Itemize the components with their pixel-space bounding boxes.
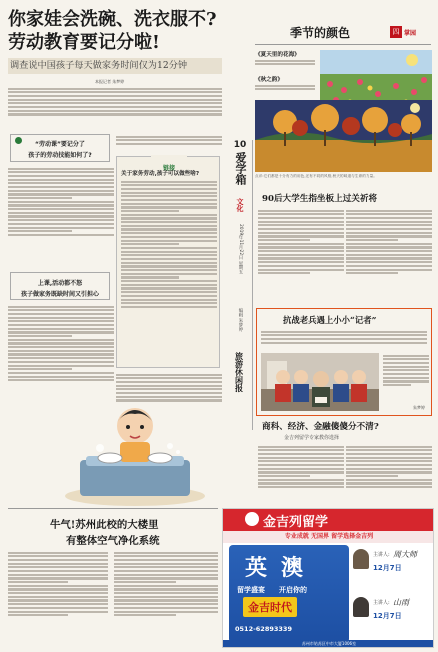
text-line [346,460,432,462]
text-line [114,581,176,583]
text-line [261,334,427,336]
text-line [8,197,72,199]
section1-heading-a: “劳动课”要记分了 [35,141,85,148]
left-column-text-1 [8,166,114,268]
text-line [121,276,179,278]
text-line [114,559,218,561]
reporter-story-headline: 抗战老兵遇上小小“记者” [283,315,377,325]
text-line [8,324,114,326]
text-line [346,471,432,473]
text-line [8,365,114,367]
text-line [8,335,72,337]
text-line [258,228,344,230]
artwork-title-2: 《秋之韵》 [255,77,283,83]
text-line [258,243,344,245]
text-line [258,232,344,234]
text-line [383,380,429,382]
school-story-text-2 [114,550,218,646]
text-line [258,265,344,267]
text-line [8,588,108,590]
vertical-editor: 编辑 朱梦婷 [238,308,243,332]
text-line [258,464,344,466]
text-line [8,190,114,192]
text-line [8,614,68,616]
text-line [8,353,114,355]
text-line [346,246,432,248]
text-line [8,328,114,330]
text-line [255,60,315,62]
text-line [121,258,217,260]
speaker1-name: 周大师 [393,550,417,559]
text-line [258,453,344,455]
text-line [261,338,427,340]
text-line [8,91,222,93]
ad-logo-icon [245,512,259,526]
text-line [258,269,344,271]
artwork-caption-text: 点评:它们都是十分有力的用色,还有不同的风格,秋天的味道与生命的力量。 [255,174,377,178]
section2-heading-a: 上课,活动都不怒 [37,280,83,287]
text-line [258,210,344,212]
text-line [121,184,217,186]
text-line [114,577,218,579]
text-line [121,287,217,289]
text-line [8,563,108,565]
text-line [8,88,222,90]
text-line [114,611,218,613]
text-line [114,592,218,594]
text-line [121,306,217,308]
text-line [8,574,108,576]
business-story-text-2 [346,444,432,508]
text-line [8,171,114,173]
speaker1-avatar [353,549,369,569]
text-line [116,143,222,145]
text-line [121,181,217,183]
text-line [258,486,344,488]
text-line [258,272,310,274]
vertical-page-number: 10 [233,140,247,150]
text-line [121,192,217,194]
text-line [8,592,108,594]
section-name: 掌园 [404,30,417,37]
elderly-story-text-1 [258,208,344,304]
text-line [258,479,344,481]
text-line [346,221,432,223]
section1-heading-b: 孩子的劳动技能如何了? [28,152,92,159]
text-line [121,203,217,205]
text-line [8,110,222,112]
text-line [258,221,344,223]
text-line [116,374,222,376]
business-story-headline: 商科、经济、金融傻傻分不清? [262,422,379,432]
business-story-subheadline: 金吉列留学专家教你选择 [284,435,340,441]
sidebar-text [121,179,217,365]
text-line [258,250,344,252]
text-line [114,603,218,605]
text-line [116,392,222,394]
text-line [116,385,222,387]
main-headline-line2: 劳动教育要记分啦! [8,32,160,53]
text-line [383,369,429,371]
school-story-rule [8,508,218,509]
text-line [8,342,114,344]
text-line [258,217,344,219]
text-line [8,611,108,613]
text-line [346,479,432,481]
text-line [116,377,222,379]
main-intro-text [8,86,222,130]
text-line [383,384,411,386]
ad-country-b: 澳 [281,555,304,581]
text-line [346,265,432,267]
text-line [346,217,432,219]
text-line [258,254,344,256]
reporter-story-photo [261,353,379,411]
text-line [121,243,179,245]
text-line [261,342,427,344]
ad-speaker-2 [353,595,431,639]
column-divider [252,140,253,430]
text-line [8,368,72,370]
text-line [121,221,217,223]
reporter-story-side-text [383,353,429,401]
artwork-title-1: 《夏天里的花海》 [255,52,300,58]
text-line [346,269,432,271]
section2-heading-b: 孩子做家务既缺时间又引担心 [20,291,99,298]
text-line [258,446,344,448]
text-line [116,136,222,138]
text-line [346,482,432,484]
sidebar-box [116,156,220,368]
text-line [8,230,72,232]
text-line [8,99,222,101]
text-line [258,460,344,462]
text-line [121,225,217,227]
text-line [121,210,179,212]
text-line [258,224,344,226]
section2-heading-box [10,272,110,300]
text-line [8,570,108,572]
text-line [8,201,114,203]
text-line [8,102,222,104]
text-line [114,563,218,565]
text-line [114,552,218,554]
text-line [346,468,432,470]
middle-column-text-1 [116,134,222,154]
advertisement[interactable] [222,508,434,648]
text-line [8,317,114,319]
speaker1-role: 主讲人: [373,552,390,558]
text-line [255,63,315,65]
sidebar-heading: 关于家务劳动,孩子可以做些啥? [121,171,200,177]
business-story-text-1 [258,444,344,508]
sidebar-label-wrap [151,155,187,172]
season-title: 季节的颜色 [290,26,351,40]
text-line [8,208,114,210]
artwork-meta-1 [255,58,315,72]
text-line [8,309,114,311]
text-line [121,251,217,253]
text-line [114,570,218,572]
text-line [261,331,427,333]
text-line [258,482,344,484]
text-line [346,261,432,263]
painting-autumn [255,100,432,172]
school-story-text-1 [8,550,108,646]
text-line [258,468,344,470]
text-line [258,457,344,459]
reporter-story-byline: 朱梦婷 [413,405,425,410]
text-line [121,199,217,201]
text-line [8,379,114,381]
school-headline-a: 牛气!苏州此校的大楼里 [50,519,159,531]
ad-speaker-1 [353,547,431,591]
text-line [114,566,218,568]
text-line [8,106,222,108]
ad-brand: 金吉列留学 [263,515,329,530]
section-badge: 四 [390,26,402,38]
text-line [346,250,432,252]
text-line [8,350,114,352]
text-line [258,471,344,473]
school-headline-b: 有整体空气净化系统 [66,535,160,547]
vertical-title: 爱学箱 [234,152,247,185]
text-line [346,210,432,212]
text-line [121,299,217,301]
text-line [258,239,310,241]
ad-slogan-a: 留学盛宴 [237,586,265,594]
text-line [8,376,114,378]
text-line [121,236,217,238]
text-line [8,357,114,359]
text-line [255,85,315,87]
text-line [383,373,429,375]
text-line [114,588,218,590]
text-line [8,212,114,214]
text-line [346,254,432,256]
text-line [8,603,108,605]
text-line [258,235,344,237]
text-line [114,555,218,557]
speaker2-role: 主讲人: [373,600,390,606]
text-line [383,362,429,364]
text-line [121,273,217,275]
reporter-story-text [261,329,427,351]
vertical-subtitle: 文化 [236,198,244,212]
artwork-meta-2 [255,83,315,97]
ad-main-visual [229,545,349,643]
text-line [8,219,114,221]
text-line [8,552,108,554]
text-line [8,320,114,322]
text-line [114,574,218,576]
speaker1-time: 12月7日 [373,564,402,572]
text-line [8,577,108,579]
elderly-story-text-2 [346,208,432,304]
quote-icon [15,137,22,144]
reporter-story-highlight-box [256,308,432,416]
text-line [121,195,217,197]
text-line [8,175,114,177]
text-line [8,179,114,181]
text-line [121,228,217,230]
masthead-rule [255,44,431,45]
text-line [116,139,222,141]
text-line [8,215,114,217]
text-line [346,449,432,451]
text-line [346,453,432,455]
text-line [121,284,217,286]
text-line [121,262,217,264]
ad-slogan-highlight: 金吉时代 [243,597,297,617]
ad-country-a: 英 [245,555,268,581]
text-line [8,596,108,598]
text-line [8,566,108,568]
speaker2-name: 山雨 [393,598,409,607]
text-line [346,243,432,245]
vertical-date: 2019年11月22日 星期五 [238,224,243,275]
text-line [346,446,432,448]
speaker2-time: 12月7日 [373,612,402,620]
text-line [121,269,217,271]
text-line [383,358,429,360]
text-line [258,257,344,259]
text-line [8,204,114,206]
kid-dishwashing-illustration [60,396,210,508]
main-subtitle: 调查说中国孩子每天做家务时间仅为12分钟 [10,60,188,71]
main-headline-line1: 你家娃会洗碗、洗衣服不? [8,9,217,30]
text-line [346,486,432,488]
text-line [114,599,218,601]
text-line [114,614,176,616]
text-line [346,257,432,259]
elderly-story-headline: 90后大学生指坐板上过关祈将 [262,194,378,204]
text-line [258,475,310,477]
text-line [383,377,429,379]
text-line [114,585,218,587]
text-line [8,227,114,229]
text-line [8,339,114,341]
text-line [8,223,114,225]
text-line [121,240,217,242]
text-line [121,302,217,304]
text-line [121,247,217,249]
ad-tagline: 专业成就 无国界 留学选择金吉列 [223,531,434,543]
text-line [8,559,108,561]
text-line [8,607,108,609]
text-line [8,168,114,170]
text-line [121,295,217,297]
text-line [383,355,429,357]
text-line [8,581,68,583]
text-line [383,366,429,368]
subtitle-bar [8,58,222,74]
text-line [346,464,432,466]
text-line [121,232,217,234]
ad-footer-address: 苏州市姑苏区中市大厦1006室 [223,640,434,647]
text-line [346,239,398,241]
text-line [346,213,432,215]
text-line [8,306,114,308]
text-line [8,599,108,601]
vertical-footer: 旅游休闲报 [234,352,245,392]
text-line [258,246,344,248]
text-line [8,585,108,587]
text-line [255,88,315,90]
text-line [346,475,398,477]
text-line [8,555,108,557]
text-line [346,224,432,226]
text-line [258,213,344,215]
text-line [346,228,432,230]
ad-header-bar [223,509,434,531]
text-line [8,186,114,188]
text-line [346,232,432,234]
text-line [346,235,432,237]
ad-phone[interactable]: 0512-62893339 [235,625,292,633]
text-line [8,95,222,97]
text-line [8,182,114,184]
main-byline: 本报记者 朱梦婷 [95,79,125,84]
section1-heading-box [10,134,110,162]
text-line [121,214,217,216]
text-line [8,113,222,115]
text-line [121,217,217,219]
text-line [121,265,217,267]
text-line [8,346,114,348]
text-line [116,388,222,390]
text-line [114,607,218,609]
text-line [8,234,114,236]
text-line [8,313,114,315]
text-line [8,331,114,333]
text-line [121,291,217,293]
text-line [8,372,114,374]
text-line [346,457,432,459]
sidebar-label: 链接 [162,165,175,172]
text-line [258,261,344,263]
text-line [258,449,344,451]
ad-slogan-b: 开启你的 [279,586,307,594]
text-line [121,254,217,256]
text-line [121,188,217,190]
text-line [121,280,217,282]
artwork-caption [255,174,432,184]
speaker2-avatar [353,597,369,617]
text-line [8,361,114,363]
text-line [8,193,114,195]
text-line [121,206,217,208]
text-line [114,596,218,598]
vertical-masthead [228,140,252,420]
text-line [346,272,398,274]
text-line [116,381,222,383]
